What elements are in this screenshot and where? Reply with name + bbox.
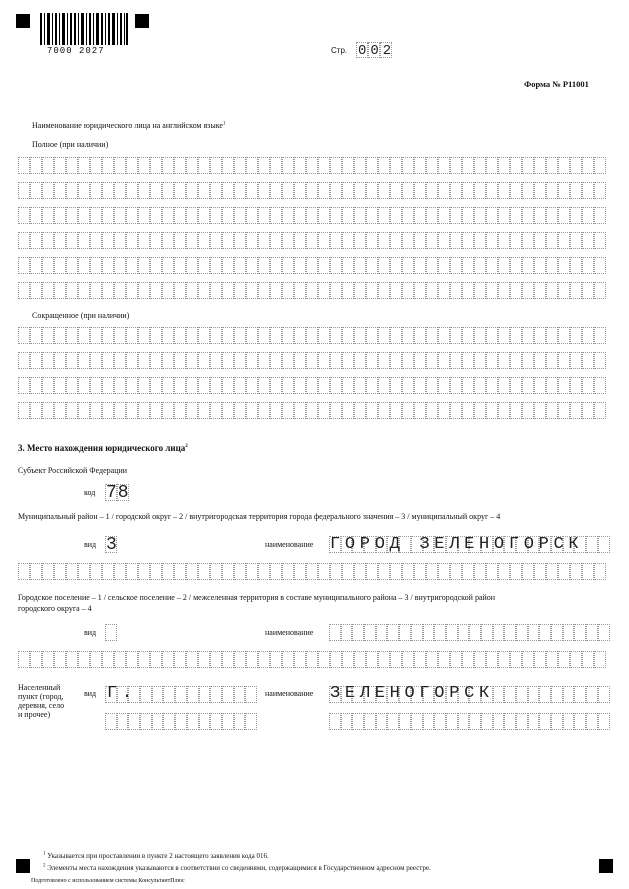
full-name-label: Полное (при наличии) (32, 140, 109, 149)
municipal-vid-label: вид (84, 540, 97, 549)
municipal-name-value: ГОРОД ЗЕЛЕНОГОРСК (330, 535, 584, 554)
locality-label-4: и прочее) (18, 710, 51, 719)
consultant-note: Подготовлено с использованием системы КонсультантПлюс (31, 878, 185, 884)
municipal-label: Муниципальный район – 1 / городской округ – 2 / внутригородская территория города федерального значения – 3 / муниципальный округ – 4 (18, 512, 501, 521)
barcode (40, 13, 128, 45)
locality-name-label: наименование (265, 689, 314, 698)
form-number: Форма № Р11001 (524, 79, 589, 89)
section3-title: 3. Место нахождения юридического лица$^2$ (18, 443, 188, 453)
footnote-1: $^1$ Указывается при проставлении в пункте 2 настоящего заявления кода 016. (43, 851, 269, 860)
english-name-heading: Наименование юридического лица на английском языке$^1$ (32, 121, 226, 130)
locality-label-2: пункт (город, (18, 692, 64, 701)
locality-label-1: Населенный (18, 683, 61, 692)
settlement-vid-label: вид (84, 628, 97, 637)
barcode-number: 7000 2027 (47, 46, 105, 56)
page-label: Стр. (331, 46, 348, 55)
settlement-vid-box[interactable] (105, 624, 117, 641)
code-value: 78 (106, 483, 130, 503)
corner-marker-top-left (16, 14, 30, 28)
locality-name-value: ЗЕЛЕНОГОРСК (330, 684, 494, 703)
municipal-vid-value: 3 (106, 535, 117, 555)
corner-marker-bottom-right (599, 859, 613, 873)
locality-label-3: деревня, село (18, 701, 65, 710)
page-number: 002 (358, 43, 396, 59)
code-label: код (84, 488, 96, 497)
settlement-label-2: городского округа – 4 (18, 604, 92, 613)
corner-marker-top-right (135, 14, 149, 28)
locality-vid-value: Г. (107, 684, 137, 703)
settlement-name-label: наименование (265, 628, 314, 637)
footnote-2: $^2$ Элементы места нахождения указываются в соответствии со сведениями, содержащимися в Государственном адресном реестре. (43, 863, 431, 872)
locality-vid-label: вид (84, 689, 97, 698)
settlement-label-1: Городское поселение – 1 / сельское поселение – 2 / межселенная территория в составе муниципального района – 3 / внутригородской район (18, 593, 496, 602)
corner-marker-bottom-left (16, 859, 30, 873)
subject-label: Субъект Российской Федерации (18, 466, 128, 475)
short-name-label: Сокращенное (при наличии) (32, 311, 130, 320)
municipal-name-label: наименование (265, 540, 314, 549)
